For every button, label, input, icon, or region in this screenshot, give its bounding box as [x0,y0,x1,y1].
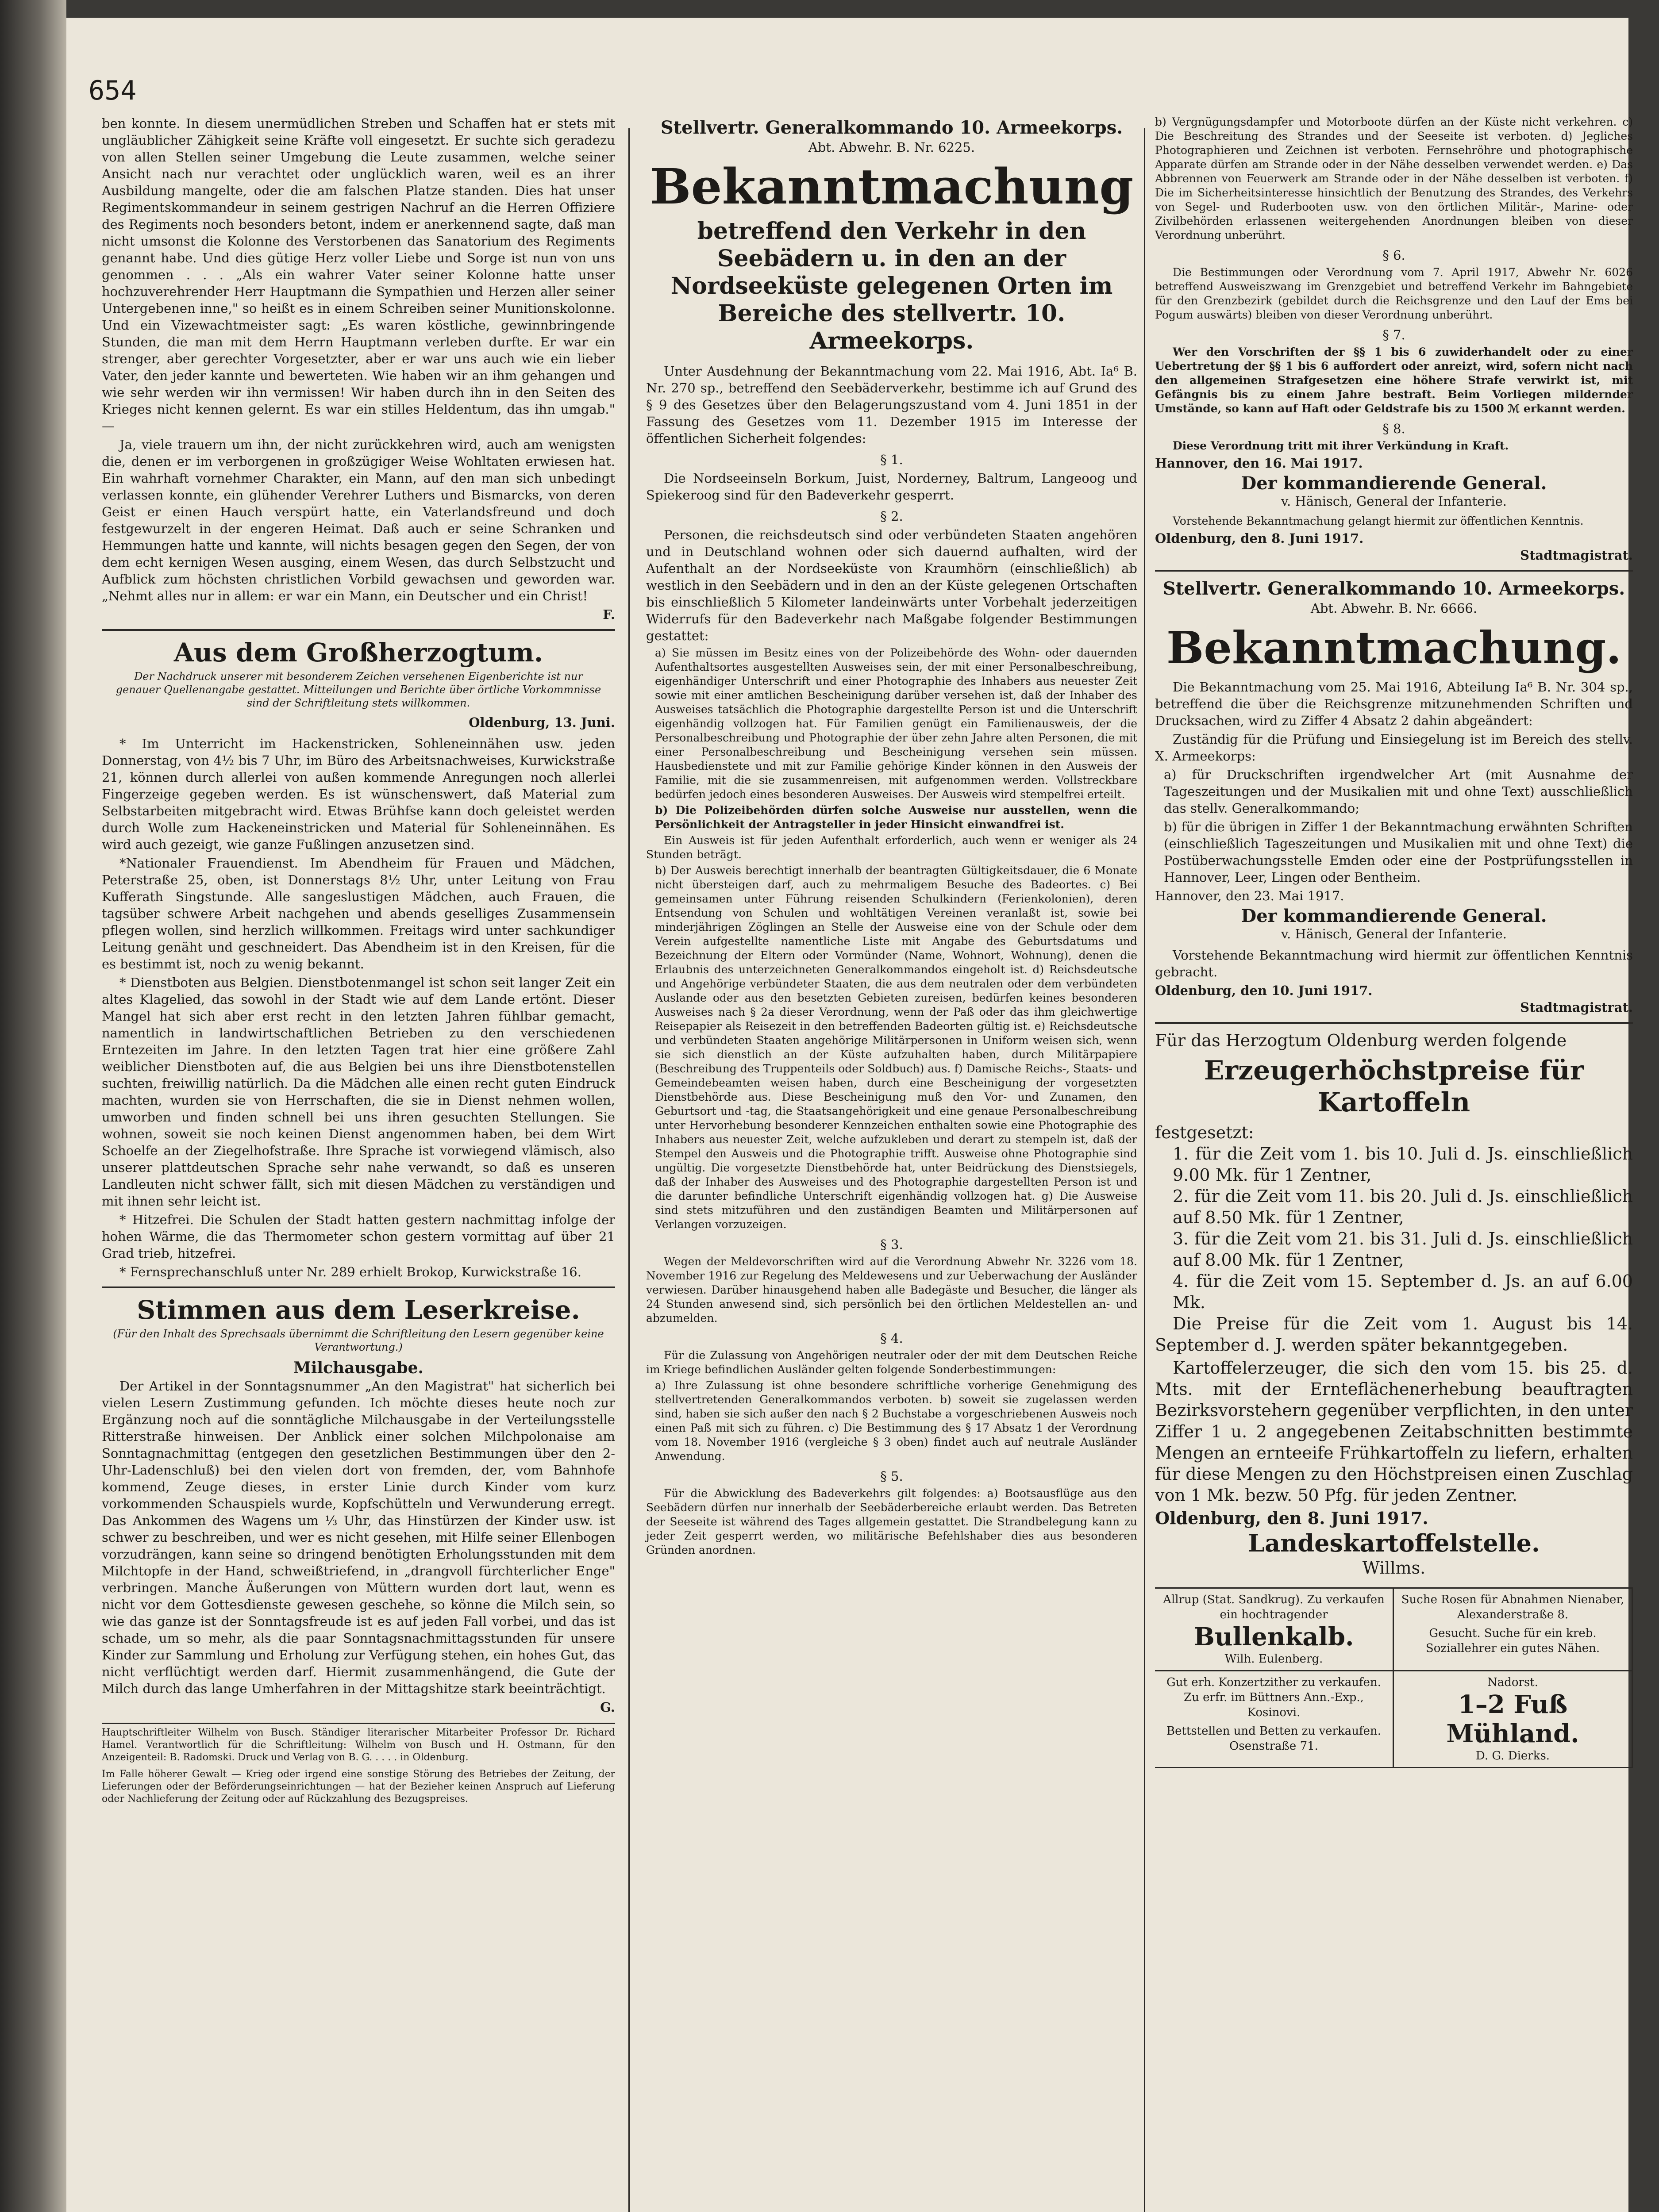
ad-zither [1155,1671,1394,1768]
reference-number: Abt. Abwehr. B. Nr. 6225. [808,140,975,155]
paragraph-text: Wer den Vorschriften der §§ 1 bis 6 zuwiderhandelt oder zu einer Uebertretung der §§ 1 bis 6 auffordert oder anreizt, wird, sofern nicht nach den allgemeinen Strafgesetzen eine höhere Strafe verwirkt ist, mit Gefängnis bis zu einem Jahre bestraft. Beim Vorliegen mildernder Umstände, so kann auf Haft oder Geldstrafe bis zu 1500 ℳ erkannt werden. [1155,346,1633,415]
paragraph-text: Die Nordseeinseln Borkum, Juist, Norderney, Baltrum, Langeoog und Spiekeroog sind für den Badeverkehr gesperrt. [646,471,1137,503]
issuing-office: Stellvertr. Generalkommando 10. Armeekorps. [1162,578,1625,599]
paragraph-clause-list: a) Ihre Zulassung ist ohne besondere schriftliche vorherige Genehmigung des stellvertretenden Generalkommandos verboten. b) soweit sie zugelassen werden sind, haben sie sich außer den nach § 2 Buchstabe a vorgeschriebenen Ausweis noch einen Paß mit sich zu führen. c) Die Bestimmung des § 17 Absatz 1 der Verordnung vom 18. November 1916 (vergleiche § 3 oben) findet auch auf neutrale Ausländer Anwendung. [655,1379,1137,1463]
page-number: 654 [89,75,137,106]
issuing-office: Stellvertr. Generalkommando 10. Armeekorps. [660,117,1123,138]
paragraph-text: Die Bestimmungen oder Verordnung vom 7. April 1917, Abwehr Nr. 6026 betreffend Ausweiszwang im Grenzgebiet und betreffend Verkehr im Bahngebiete für den Grenzbezirk (gebildet durch die Reichsgrenze und den Lauf der Ems bei Pogum auswärts) bleiben von dieser Verordnung unberührt. [1155,266,1633,321]
paragraph-number: § 5. [880,1469,903,1484]
potato-text: Kartoffelerzeuger, die sich den vom 15. bis 25. d. Mts. mit der Ernteflächenerhebung beauftragten Bezirksvorstehern gegenüber verpflichten, in den unter Ziffer 1 u. 2 angegebenen Zeitabschnitten bestimmte Mengen an ernteeife Frühkartoffeln zu liefern, erhalten für diese Mengen zu den Höchstpreisen einen Zuschlag von 1 Mk. bezw. 50 Pfg. für jeden Zentner. [1155,1358,1633,1505]
divider [102,629,615,631]
potato-text: Die Preise für die Zeit vom 1. August bis 14. September d. J. werden später bekanntgegeben. [1155,1314,1633,1355]
section-title-grand-duchy: Aus dem Großherzogtum. [173,637,543,668]
imprint-notice: Im Falle höherer Gewalt — Krieg oder irgend eine sonstige Störung des Betriebes der Zeitung, der Lieferungen oder der Beförderungseinrichtungen — hat der Bezieher keinen Anspruch auf Lieferung oder Nachlieferung der Zeitung oder auf Rückzahlung des Bezugspreises. [102,1769,615,1805]
signature-title: Der kommandierende General. [1241,906,1547,926]
announcement-text: Die Bekanntmachung vom 25. Mai 1916, Abteilung Ia⁶ B. Nr. 304 sp., betreffend die über die Reichsgrenze mitzunehmenden Schriften und Drucksachen, wird zu Ziffer 4 Absatz 2 dahin abgeändert: [1155,680,1633,728]
publication-note: Vorstehende Bekanntmachung wird hiermit zur öffentlichen Kenntnis gebracht. [1155,948,1633,979]
paragraph-text: Diese Verordnung tritt mit ihrer Verkündung in Kraft. [1173,439,1509,452]
publication-place-date: Oldenburg, den 8. Juni 1917. [1155,531,1364,546]
potato-set: festgesetzt: [1155,1123,1254,1142]
obituary-text: ben konnte. In diesem unermüdlichen Streben und Schaffen hat er stets mit ungläublicher Zähigkeit seine Kräfte voll eingesetzt. Er suchte sich geradezu von allen Stellen seiner Umgebung die Leute zusammen, welche seiner Ansicht nach nur verachtet oder unglücklich waren, weil es an ihrer Ausbildung mangelte, oder die am falschen Platze standen. Dies hat unser Regimentskommandeur in seinem gestrigen Nachruf an die Herren Offiziere des Regiments noch besonders betont, indem er anerkennend sagte, daß man nicht umsonst die Kolonne des Verstorbenen das Sanatorium des Regiments genannt habe. Und dies gütige Herz voller Liebe und Sorge ist nun von uns genommen . . . „Als ein wahrer Vater seiner Kolonne hatte unser hochzuverehrender Herr Hauptmann die Sympathien und Herzen aller seiner Untergebenen inne," so heißt es in einem Schreiben seiner Munitionskolonne. Und ein Vizewachtmeister sagt: „Es waren köstliche, gewinnbringende Stunden, die man mit dem Herrn Hauptmann verleben durfte. Er war ein strenger, aber gerechter Vorgesetzter, aber er war uns auch wie ein lieber Vater, den jeder kannte und bewerteten. Wie haben wir an ihm gehangen und wie sehr werden wir ihn vermissen! Wir haben durch ihn in den Seiten des Krieges nicht kennen gelernt. Es war ein stilles Heldentum, das ihn umgab." — [102,116,615,434]
announcement-clause: a) für Druckschriften irgendwelcher Art (mit Ausnahme der Tageszeitungen und der Musikalien mit und ohne Text) ausschließlich das stellv. Generalkommando; [1164,767,1633,816]
announcement-text: Zuständig für die Prüfung und Einsiegelung ist im Bereich des stellv. X. Armeekorps: [1155,732,1633,764]
reference-number: Abt. Abwehr. B. Nr. 6666. [1310,601,1478,616]
price-item: 1. für die Zeit vom 1. bis 10. Juli d. Js. einschließlich 9.00 Mk. für 1 Zentner, [1173,1144,1633,1185]
signature-name: v. Hänisch, General der Infanterie. [1281,926,1507,941]
paragraph-clause: Ein Ausweis ist für jeden Aufenthalt erforderlich, auch wenn er weniger als 24 Stunden beträgt. [646,834,1137,861]
announcement-intro: Unter Ausdehnung der Bekanntmachung vom 22. Mai 1916, Abt. Ia⁶ B. Nr. 270 sp., betreffend den Seebäderverkehr, bestimme ich auf Grund des § 9 des Gesetzes über den Belagerungszustand vom 4. Juni 1851 in der Fassung des Gesetzes vom 11. Dezember 1915 im Interesse der öffentlichen Sicherheit folgendes: [646,364,1137,446]
classified-ads [1155,1587,1633,1768]
price-item: 2. für die Zeit vom 11. bis 20. Juli d. Js. einschließlich auf 8.50 Mk. für 1 Zentner, [1173,1187,1633,1227]
potato-price-notice [1155,1030,1633,1578]
paragraph-clause-list: b) Der Ausweis berechtigt innerhalb der beantragten Gültigkeitsdauer, die 6 Monate nicht übersteigen darf, auch zu mehrmaligem Besuche des Badeortes. c) Bei gemeinsamen unter Führung reisenden Schulkindern (Ferienkolonien), deren Entsendung von Schulen und wohltätigen Vereinen veranlaßt ist, sowie bei minderjährigen Zöglingen an Stelle der Ausweise eine von der Schule oder dem Verein aufgestellte namentliche Liste mit Angabe des Geburtsdatums und Bezeichnung der Eltern oder Vormünder (Name, Wohnort, Wohnung), denen die Erlaubnis des unterzeichneten Generalkommandos eingeholt ist. d) Reichsdeutsche und Angehörige verbündeter Staaten, die aus dem neutralen oder dem verbündeten Auslande oder aus den besetzten Gebieten zureisen, bedürfen keines besonderen Ausweises nach § 2a dieser Verordnung, wenn der Paß oder das ihm gleichwertige Reisepapier als Reisezeit in den betreffenden Badeorten gültig ist. e) Reichsdeutsche und verbündeten Staaten angehörige Militärpersonen in Uniform weisen sich, wenn sie sich dienstlich an der Küste aufzuhalten haben, durch Militärpapiere (Beschreibung des Truppenteils oder Soldbuch) aus. f) Damische Reichs-, Staats- und Gemeindebeamten weisen haben, durch eine Bescheinigung der vorgesetzten Dienstbehörde aus. Diese Bescheinigung muß den Vor- und Zunamen, den Geburtsort und -tag, die Staatsangehörigkeit und eine genaue Personalbeschreibung unter Hervorhebung besonderer Kennzeichen enthalten sowie eine Photographie des Inhabers aus neuester Zeit, welche aufzukleben und derart zu stempeln ist, daß der Stempel den Ausweis und die Photographie trifft. Ausweise ohne Photographie sind ungültig. Die vorgesetzte Dienstbehörde hat, unter Beidrückung des Dienstsiegels, daß der Inhaber des Ausweises und des Photographie dargestellten Person ist und die darunter befindliche Unterschrift eigenhändig vollzogen hat. g) Die Ausweise sind stets mitzuführen und den zuständigen Beamten und Militärpersonen auf Verlangen vorzuzeigen. [655,864,1137,1231]
section-title-readers: Stimmen aus dem Leserkreise. [137,1295,580,1325]
dateline: Oldenburg, 13. Juni. [469,715,615,730]
paragraph-text: Für die Zulassung von Angehörigen neutraler oder der mit dem Deutschen Reiche im Kriege befindlichen Ausländer gelten folgende Sonderbestimmungen: [646,1349,1137,1376]
paragraph-number: § 2. [880,509,903,524]
publication-note: Vorstehende Bekanntmachung gelangt hiermit zur öffentlichen Kenntnis. [1173,515,1584,527]
divider [1155,570,1633,572]
place-date: Hannover, den 23. Mai 1917. [1155,888,1344,903]
signature-name: v. Hänisch, General der Infanterie. [1281,494,1507,509]
paragraph-clause: b) Die Polizeibehörden dürfen solche Ausweise nur ausstellen, wenn die Persönlichkeit der Antragsteller in jeder Hinsicht einwandfrei ist. [655,804,1137,831]
price-item: 3. für die Zeit vom 21. bis 31. Juli d. Js. einschließlich auf 8.00 Mk. für 1 Zentner, [1173,1229,1633,1270]
paragraph-number: § 7. [1382,327,1405,342]
masthead-footer: Hauptschriftleiter Wilhelm von Busch. Ständiger literarischer Mitarbeiter Professor Dr. Richard Hamel. Verantwortlich für die Schriftleitung: Wilhelm von Busch und H. Ostmann, für den Anzeigenteil: B. Radomski. Druck und Verlag von B. G. . . . . in Oldenburg. [102,1723,615,1764]
ad-advertiser: Wilh. Eulenberg. [1224,1652,1323,1666]
announcement-subtitle: betreffend den Verkehr in den Seebädern u. in den an der Nordseeküste gelegenen Orten im Bereiche des stellvertr. 10. Armeekorps. [670,218,1113,354]
book-binding [0,0,66,2212]
potato-intro: Für das Herzogtum Oldenburg werden folgende [1155,1031,1567,1050]
column-rule-1 [628,128,630,2212]
obituary-text-2: Ja, viele trauern um ihn, der nicht zurückkehren wird, auch am wenigsten die, denen er im verborgenen in großzügiger Weise Wohltaten erwiesen hat. Ein wahrhaft vornehmer Charakter, ein Mann, auf den man sich unbedingt verlassen konnte, ein glühender Verehrer Luthers und Bismarcks, von deren Geist er einen Hauch verspürt hatte, ein Vaterlandsfreund und doch festgewurzelt in der engeren Heimat. Daß auch er seine Schranken und Hemmungen hatte und kannte, will nichts besagen gegen den Segen, der von dem echt kernigen Wesen ausging, einem Wesen, das durch Selbstzucht und Aufblick zum höchsten christlichen Vorbild gewachsen und geworden war. „Nehmt alles nur in allem: er war ein Mann, ein Deutscher und ein Christ! [102,437,615,603]
ad-text: Nadorst. [1487,1676,1539,1689]
column-left [102,115,615,1805]
news-item: * Dienstboten aus Belgien. Dienstbotenmangel ist schon seit langer Zeit ein altes Klagelied, das sowohl in der Stadt wie auf dem Lande ertönt. Dieser Mangel hat sich aber erst recht in den letzten Jahren fühlbar gemacht, namentlich in landwirtschaftlichen Betrieben zu den verschiedenen Erntezeiten im Jahre. In den letzten Tagen trat hier eine größere Zahl weiblicher Dienstboten auf, die aus Belgien bei uns ihre Dienstbotenstellen suchten, freiwillig natürlich. Da die Mädchen alle einen recht guten Eindruck machten, wurden sie von Herrschaften, die sie in Dienst nehmen wollen, umworben und finden schnell bei uns ihren gesuchten Stellungen. Sie wohnen, soweit sie noch keinen Dienst angenommen haben, bei dem Wirt Schoelfe an der Ziegelhofstraße. Ihre Sprache ist vorwiegend vlämisch, also unserer plattdeutschen Sprache sehr nahe verwandt, so daß es unseren Landleuten nicht schwer fällt, sich mit diesen Mädchen zu verständigen und mit ihnen sehr leicht ist. [102,975,615,1209]
ad-text: Allrup (Stat. Sandkrug). Zu verkaufen ein hochtragender [1163,1593,1385,1621]
news-item: *Nationaler Frauendienst. Im Abendheim für Frauen und Mädchen, Peterstraße 25, oben, ist Donnerstags 8½ Uhr, unter Leitung von Frau Kufferath Singstunde. Alle sangeslustigen Mädchen, auch Frauen, die tagsüber schwere Arbeit nachgehen und abends geselliges Zusammensein pflegen wollen, sind herzlich willkommen. Freitags wird unter sachkundiger Leitung genäht und geschneidert. Das Abendheim ist in den Kreisen, für die es bestimmt ist, noch zu wenig bekannt. [102,856,615,972]
publication-office: Stadtmagistrat. [1520,1000,1633,1015]
place-date: Hannover, den 16. Mai 1917. [1155,456,1363,471]
news-item: * Hitzefrei. Die Schulen der Stadt hatten gestern nachmittag infolge der hohen Wärme, die das Thermometer schon gestern vormittag auf über 21 Grad trieb, hitzefrei. [102,1212,615,1261]
ad-text: Suche Rosen für Abnahmen Nienaber, Alexanderstraße 8. [1401,1593,1624,1621]
news-item: * Im Unterricht im Hackenstricken, Sohleneinnähen usw. jeden Donnerstag, von 4½ bis 7 Uhr, im Büro des Arbeitsnachweises, Kurwickstraße 21, können durch allerlei von außen kommende Anregungen noch allerlei Fingerzeige gegeben werden. Es ist wünschenswert, daß Material zum Selbstarbeiten mitgebracht wird. Etwas Brühfse kann doch geleistet werden durch Wolle zum Hackeneinstricken und Material für Sohleneinnähen. Es wird auch gezeigt, wie ganze Fußlingen anzusetzen sind. [102,736,615,852]
ad-headline: 1–2 Fuß Mühland. [1446,1690,1579,1748]
section-note: Der Nachdruck unserer mit besonderem Zeichen versehenen Eigenberichte ist nur genauer Quellenangabe gestattet. Mitteilungen und Berichte über örtliche Vorkommnisse sind der Schriftleitung stets willkommen. [115,670,601,709]
ad-text: Gesucht. Suche für ein kreb. Soziallehrer ein gutes Nähen. [1425,1627,1600,1655]
ad-text: Bettstellen und Betten zu verkaufen. Osenstraße 71. [1166,1724,1381,1753]
price-item: 4. für die Zeit vom 15. September d. Js. an auf 6.00 Mk. [1173,1271,1633,1312]
potato-title: Erzeugerhöchstpreise für Kartoffeln [1204,1055,1584,1118]
ad-roses [1394,1589,1633,1671]
paragraph-text: Personen, die reichsdeutsch sind oder verbündeten Staaten angehören und in Deutschland wohnen oder sich dauernd aufhalten, wird der Aufenthalt an der Nordseeküste von Kraumhörn (einschließlich) ab westlich in den Seebädern und in den an der Küste gelegenen Ortschaften bis einschließlich 5 Kilometer landeinwärts unter Vorbehalt jederzeitigen Widerrufs für den Badeverkehr nach Maßgabe folgender Bestimmungen gestattet: [646,527,1137,643]
ad-bull-calf [1155,1589,1394,1671]
announcement-title-2: Bekanntmachung. [1166,622,1622,674]
news-item: * Fernsprechanschluß unter Nr. 289 erhielt Brokop, Kurwickstraße 16. [119,1264,581,1279]
paragraph-clause-list: b) Vergnügungsdampfer und Motorboote dürfen an der Küste nicht verkehren. c) Die Beschreitung des Strandes und der Seeseite ist verboten. d) Jegliches Photographieren und Zeichnen ist verboten. Fernsehröhre und photographische Apparate dürfen am Strande oder in der Nähe desselben verwendet werden. e) Das Abbrennen von Feuerwerk am Strande oder in der Nähe desselben ist verboten. f) Die im Sicherheitsinteresse hinsichtlich der Benutzung des Strandes, des Verkehrs von Segel- und Ruderbooten usw. von den örtlichen Militär-, Marine- oder Zivilbehörden erlassenen weitergehenden Anordnungen bleiben von dieser Verordnung unberührt. [1155,115,1633,242]
announcement-clause: b) für die übrigen in Ziffer 1 der Bekanntmachung erwähnten Schriften (einschließlich Tageszeitungen und Musikalien mit und ohne Text) die Postüberwachungsstelle Emden oder eine der Postprüfungsstellen in Hannover, Leer, Lingen oder Bentheim. [1164,819,1633,885]
ad-advertiser: D. G. Dierks. [1475,1749,1550,1763]
column-rule-2 [1144,128,1145,2212]
paragraph-text: Wegen der Meldevorschriften wird auf die Verordnung Abwehr Nr. 3226 vom 18. November 1916 zur Regelung des Meldewesens und zur Ueberwachung der Ausländer verwiesen. Darüber hinausgehend haben alle Badegäste und Besucher, die länger als 24 Stunden anwesend sind, sich persönlich bei den örtlichen Meldestellen an- und abzumelden. [646,1255,1137,1325]
potato-office: Landeskartoffelstelle. [1248,1529,1540,1557]
paragraph-number: § 8. [1382,421,1405,436]
column-middle [646,115,1137,1559]
signature-title: Der kommandierende General. [1241,473,1547,494]
paragraph-number: § 6. [1382,248,1405,263]
potato-signature: Willms. [1362,1558,1426,1578]
potato-place-date: Oldenburg, den 8. Juni 1917. [1155,1508,1428,1528]
publication-place-date: Oldenburg, den 10. Juni 1917. [1155,983,1373,998]
readers-note: (Für den Inhalt des Sprechsaals übernimmt die Schriftleitung den Lesern gegenüber keine Verantwortung.) [113,1328,604,1353]
paragraph-number: § 3. [880,1237,903,1252]
divider [1155,1022,1633,1024]
readers-subtitle: Milchausgabe. [293,1359,424,1377]
announcement-title: Bekanntmachung [650,158,1134,215]
paragraph-text: Für die Abwicklung des Badeverkehrs gilt folgendes: a) Bootsausflüge aus den Seebädern dürfen nur innerhalb der Seebäderbereiche erlaubt werden. Das Betreten der Seeseite ist während des Tages allgemein gestattet. Die Strandbelegung kann zu jeder Zeit gesperrt werden, wo militärische Befehlshaber dies aus besonderen Gründen anordnen. [646,1487,1137,1556]
paragraph-clause: a) Sie müssen im Besitz eines von der Polizeibehörde des Wohn- oder dauernden Aufenthaltsortes ausgestellten Ausweises sein, der mit einer Personalbeschreibung, eigenhändiger Unterschrift und einer Photographie des Inhabers aus neuester Zeit sowie mit einer amtlichen Bescheinigung darüber versehen ist, daß der Inhaber des Ausweises tatsächlich die Photographie dargestellte Person ist und die Unterschrift eigenhändig vollzogen hat. Für Familien genügt ein Familienausweis, der die Personalbeschreibung und Photographie der über zehn Jahre alten Personen, die mit einer Personalbeschreibung und Bescheinigung versehen sein müssen. Hausbedienstete und mit zur Familie gehörige Kinder können in den Ausweis der Familie, mit die sie zusammenreisen, mit aufgenommen werden. Vollstreckbare bedürfen jedoch eines besonderen Ausweises. Der Ausweis wird stempelfrei erteilt. [655,646,1137,801]
divider [102,1286,615,1288]
ad-headline: Bullenkalb. [1193,1622,1354,1651]
readers-signature: G. [600,1700,615,1715]
paragraph-number: § 1. [880,452,903,467]
readers-letter: Der Artikel in der Sonntagsnummer „An den Magistrat" hat sicherlich bei vielen Lesern Zustimmung gefunden. Ich möchte dieses heute noch zur Ergänzung noch auf die sonntägliche Milchausgabe in der Verteilungsstelle Ritterstraße hinweisen. Der Anblick einer solchen Milchpolonaise am Sonntagnachmittag (entgegen den gesetzlichen Bestimmungen über den 2-Uhr-Ladenschluß) bei den vielen dort von fremden, der, vom Bahnhofe kommend, Zeuge dieses, in erster Linie durch Kinder vom kurz vorkommenden Schauspiels wurde, Kopfschütteln und Verwunderung erregt. Das Ankommen des Wagens um ⅓ Uhr, das Hinstürzen der Kinder usw. ist schwer zu beschreiben, und wer es nicht gesehen, mit Hilfe seiner Ellenbogen vorzudrängen, kann seine so dringend benötigten Erholungsstunden mit dem Milchtopfe in der Hand, schweißtriefend, in „drangvoll fürchterlicher Enge" verbringen. Manche Äußerungen von Müttern wurden dort laut, wenn es nicht vor dem Gottesdienste gewesen geschehe, so könne die Milch sein, so wie das ganze ist der Sonntagsfreude ist es auf jeden Fall vorbei, und das ist schade, um so mehr, als die paar Sonntagsnachmittagsstunden für unsere Kinder zur Sammlung und Erholung zur Verfügung stehen, ein hohes Gut, das nicht verflüchtigt werden darf. Hiermit zusammenhängend, die Gute der Milch durch das lange Umherfahren in der Mittagshitze stark beeinträchtigt. [102,1379,615,1696]
column-right [1155,115,1633,1768]
paragraph-number: § 4. [880,1331,903,1346]
ad-text: Gut erh. Konzertzither zu verkaufen. Zu erfr. im Büttners Ann.-Exp., Kosinovi. [1166,1676,1381,1719]
publication-office: Stadtmagistrat. [1520,548,1633,563]
obituary-signature: F. [603,607,615,622]
ad-land [1394,1671,1633,1768]
